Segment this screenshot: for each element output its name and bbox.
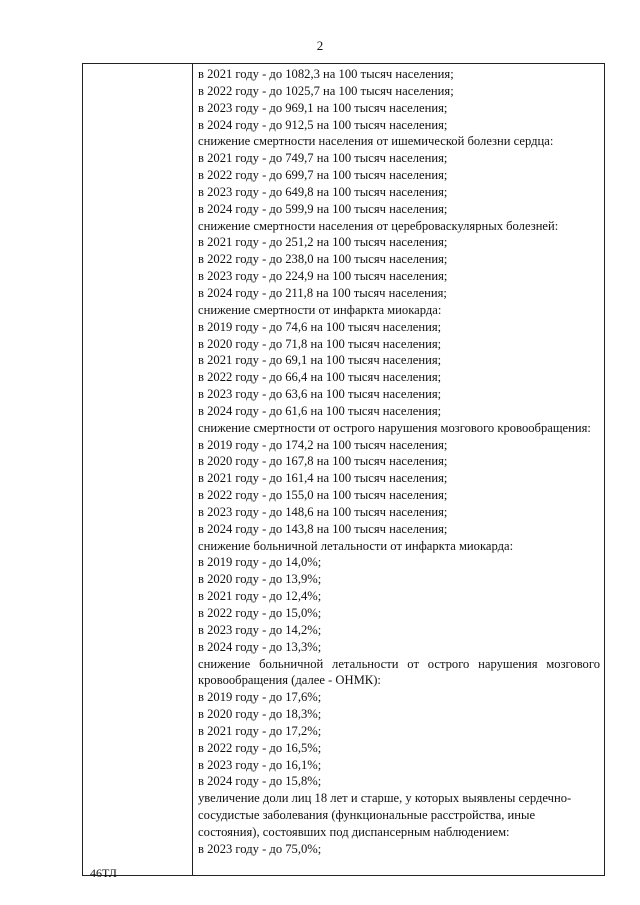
text-line: в 2023 году - до 16,1%; xyxy=(198,757,322,772)
text-line: снижение больничной летальности от инфаркта миокарда: xyxy=(198,538,514,553)
text-line: в 2022 году - до 155,0 на 100 тысяч населения; xyxy=(198,488,448,503)
text-line: в 2019 году - до 174,2 на 100 тысяч населения; xyxy=(198,437,448,452)
text-line: в 2024 году - до 211,8 на 100 тысяч населения; xyxy=(198,285,447,300)
text-line: в 2022 году - до 15,0%; xyxy=(198,606,322,620)
page-number: 2 xyxy=(316,38,324,53)
text-line: в 2024 году - до 143,8 на 100 тысяч населения; xyxy=(198,521,448,536)
text-line: в 2020 году - до 13,9%; xyxy=(198,572,322,587)
text-line: в 2022 году - до 16,5%; xyxy=(198,740,322,755)
text-line: в 2023 году - до 969,1 на 100 тысяч населения; xyxy=(198,100,448,115)
text-line: в 2024 году - до 912,5 на 100 тысяч населения; xyxy=(198,117,448,132)
document-code: 46ТЛ xyxy=(90,866,117,880)
text-line: в 2024 году - до 599,9 на 100 тысяч населения; xyxy=(198,201,448,216)
text-line: снижение смертности от инфаркта миокарда: xyxy=(198,302,442,317)
text-line: в 2022 году - до 1025,7 на 100 тысяч населения; xyxy=(198,83,454,98)
text-line: в 2021 году - до 69,1 на 100 тысяч населения; xyxy=(198,353,442,368)
text-line: в 2022 году - до 66,4 на 100 тысяч населения; xyxy=(198,370,442,385)
text-line: в 2020 году - до 167,8 на 100 тысяч населения; xyxy=(198,454,448,469)
text-line: в 2021 году - до 251,2 на 100 тысяч населения; xyxy=(198,235,448,250)
text-line: в 2023 году - до 14,2%; xyxy=(198,622,322,637)
text-line: в 2019 году - до 14,0%; xyxy=(198,555,322,570)
content-table xyxy=(82,63,605,876)
text-line: в 2023 году - до 649,8 на 100 тысяч населения; xyxy=(198,184,448,199)
text-line: в 2023 году - до 148,6 на 100 тысяч населения; xyxy=(198,504,448,519)
table-left-column xyxy=(83,64,193,875)
text-line: в 2021 году - до 17,2%; xyxy=(198,723,322,738)
text-line: снижение смертности населения от цереброваскулярных болезней: xyxy=(198,218,559,233)
text-line: сосудистые заболевания (функциональные расстройства, иные xyxy=(198,808,536,823)
text-line: в 2021 году - до 1082,3 на 100 тысяч населения; xyxy=(198,67,454,81)
text-line: в 2020 году - до 71,8 на 100 тысяч населения; xyxy=(198,336,442,351)
text-line: в 2021 году - до 12,4%; xyxy=(198,589,322,604)
text-line: в 2021 году - до 749,7 на 100 тысяч населения; xyxy=(198,151,448,166)
text-line: в 2023 году - до 224,9 на 100 тысяч населения; xyxy=(198,269,448,284)
text-line: в 2024 году - до 15,8%; xyxy=(198,774,322,789)
text-line: в 2019 году - до 17,6%; xyxy=(198,690,322,705)
text-line: в 2020 году - до 18,3%; xyxy=(198,707,322,722)
text-line: в 2024 году - до 61,6 на 100 тысяч населения; xyxy=(198,403,442,418)
text-line: в 2024 году - до 13,3%; xyxy=(198,639,322,654)
text-line: в 2023 году - до 75,0%; xyxy=(198,841,322,856)
text-line: в 2021 году - до 161,4 на 100 тысяч населения; xyxy=(198,471,448,486)
text-line: в 2023 году - до 63,6 на 100 тысяч населения; xyxy=(198,387,442,402)
text-line: в 2022 году - до 699,7 на 100 тысяч населения; xyxy=(198,168,448,183)
table-right-column xyxy=(193,64,604,875)
text-line: кровообращения (далее - ОНМК): xyxy=(198,673,381,688)
text-line: в 2022 году - до 238,0 на 100 тысяч населения; xyxy=(198,252,448,267)
text-line: снижение смертности населения от ишемической болезни сердца: xyxy=(198,134,554,149)
text-line: увеличение доли лиц 18 лет и старше, у которых выявлены сердечно- xyxy=(198,791,572,806)
text-line: состояния), состоявших под диспансерным наблюдением: xyxy=(198,824,510,839)
text-line: снижение смертности от острого нарушения мозгового кровообращения: xyxy=(198,420,591,435)
text-line: снижение больничной летальности от острого нарушения мозгового xyxy=(198,656,600,671)
text-line: в 2019 году - до 74,6 на 100 тысяч населения; xyxy=(198,319,442,334)
